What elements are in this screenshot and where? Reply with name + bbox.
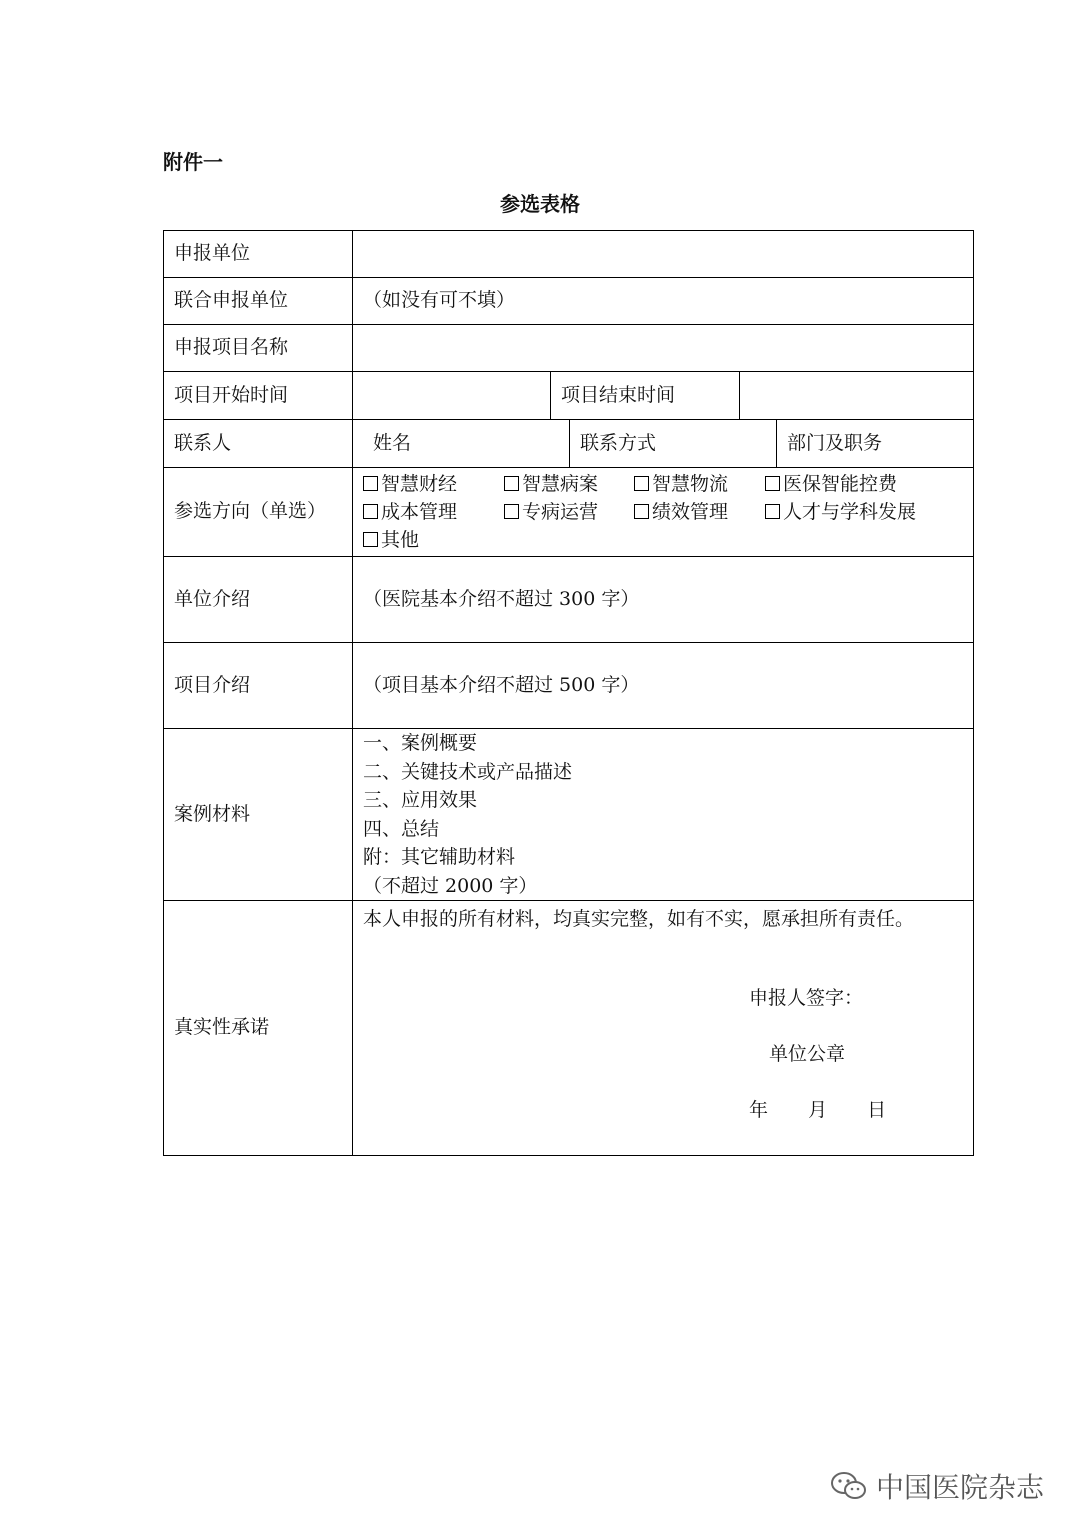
contact-dept-field[interactable]: 部门及职务 bbox=[787, 431, 883, 454]
direction-options bbox=[353, 468, 974, 557]
row-project-time bbox=[164, 372, 974, 420]
start-time-label: 项目开始时间 bbox=[164, 372, 353, 420]
case-line: 一、案例概要 bbox=[363, 732, 478, 754]
case-line: 四、总结 bbox=[363, 817, 440, 840]
date-line bbox=[749, 1099, 886, 1123]
project-intro-label: 项目介绍 bbox=[164, 643, 353, 729]
option-smart-finance[interactable]: 智慧财经 bbox=[363, 470, 504, 498]
day-label: 日 bbox=[867, 1099, 887, 1121]
joint-unit-hint: （如没有可不填） bbox=[363, 289, 516, 312]
option-other[interactable]: 其他 bbox=[363, 526, 419, 554]
watermark-text: 中国医院杂志 bbox=[875, 1471, 1044, 1504]
case-line: 二、关键技术或产品描述 bbox=[363, 760, 573, 783]
joint-unit-field[interactable] bbox=[353, 278, 974, 325]
end-time-field[interactable] bbox=[740, 372, 963, 419]
year-label: 年 bbox=[749, 1099, 769, 1121]
contact-name-field[interactable]: 姓名 bbox=[363, 420, 570, 467]
unit-intro-field[interactable] bbox=[353, 557, 974, 643]
pledge-field bbox=[353, 901, 974, 1156]
checkbox-icon[interactable] bbox=[363, 532, 378, 547]
option-performance-management[interactable]: 绩效管理 bbox=[634, 498, 765, 526]
applicant-unit-field[interactable] bbox=[353, 231, 974, 278]
pledge-text: 本人申报的所有材料，均真实完整，如有不实，愿承担所有责任。 bbox=[363, 908, 915, 930]
row-pledge bbox=[164, 901, 974, 1156]
row-joint-unit bbox=[164, 278, 974, 325]
case-material-field[interactable] bbox=[353, 729, 974, 901]
checkbox-icon[interactable] bbox=[634, 504, 649, 519]
project-name-field[interactable] bbox=[353, 325, 974, 372]
row-project-name bbox=[164, 325, 974, 372]
watermark bbox=[830, 1466, 1044, 1506]
case-line: 三、应用效果 bbox=[363, 789, 478, 811]
applicant-unit-label: 申报单位 bbox=[164, 231, 353, 278]
row-applicant-unit bbox=[164, 231, 974, 278]
option-cost-management[interactable]: 成本管理 bbox=[363, 498, 504, 526]
attachment-label: 附件一 bbox=[163, 150, 223, 174]
unit-intro-hint: （医院基本介绍不超过 300 字） bbox=[363, 587, 640, 610]
option-insurance-cost-control[interactable]: 医保智能控费 bbox=[765, 470, 897, 498]
contact-label: 联系人 bbox=[164, 420, 353, 468]
checkbox-icon[interactable] bbox=[363, 504, 378, 519]
pledge-label: 真实性承诺 bbox=[164, 901, 353, 1156]
row-case-material bbox=[164, 729, 974, 901]
form-title: 参选表格 bbox=[500, 192, 580, 216]
project-intro-field[interactable] bbox=[353, 643, 974, 729]
row-direction bbox=[164, 468, 974, 557]
wechat-icon bbox=[830, 1470, 868, 1502]
checkbox-icon[interactable] bbox=[765, 476, 780, 491]
case-material-label: 案例材料 bbox=[164, 729, 353, 901]
direction-label: 参选方向（单选） bbox=[164, 468, 353, 557]
project-name-label: 申报项目名称 bbox=[164, 325, 353, 372]
application-form bbox=[163, 230, 974, 1156]
joint-unit-label: 联合申报单位 bbox=[164, 278, 353, 325]
contact-cells bbox=[353, 420, 974, 468]
row-contact bbox=[164, 420, 974, 468]
end-time-label: 项目结束时间 bbox=[551, 372, 740, 419]
option-smart-logistics[interactable]: 智慧物流 bbox=[634, 470, 765, 498]
checkbox-icon[interactable] bbox=[765, 504, 780, 519]
checkbox-icon[interactable] bbox=[634, 476, 649, 491]
row-unit-intro bbox=[164, 557, 974, 643]
time-cells bbox=[353, 372, 974, 420]
contact-method-field[interactable]: 联系方式 bbox=[570, 420, 777, 467]
start-time-field[interactable] bbox=[363, 372, 551, 419]
case-line: 附：其它辅助材料 bbox=[363, 846, 516, 868]
seal-label: 单位公章 bbox=[769, 1043, 846, 1065]
checkbox-icon[interactable] bbox=[504, 476, 519, 491]
project-intro-hint: （项目基本介绍不超过 500 字） bbox=[363, 673, 640, 696]
unit-intro-label: 单位介绍 bbox=[164, 557, 353, 643]
option-talent-discipline[interactable]: 人才与学科发展 bbox=[765, 498, 916, 526]
signature-label: 申报人签字： bbox=[749, 987, 864, 1009]
option-smart-records[interactable]: 智慧病案 bbox=[504, 470, 634, 498]
checkbox-icon[interactable] bbox=[363, 476, 378, 491]
case-line: （不超过 2000 字） bbox=[363, 874, 538, 897]
month-label: 月 bbox=[808, 1099, 828, 1121]
row-project-intro bbox=[164, 643, 974, 729]
option-disease-operation[interactable]: 专病运营 bbox=[504, 498, 634, 526]
checkbox-icon[interactable] bbox=[504, 504, 519, 519]
